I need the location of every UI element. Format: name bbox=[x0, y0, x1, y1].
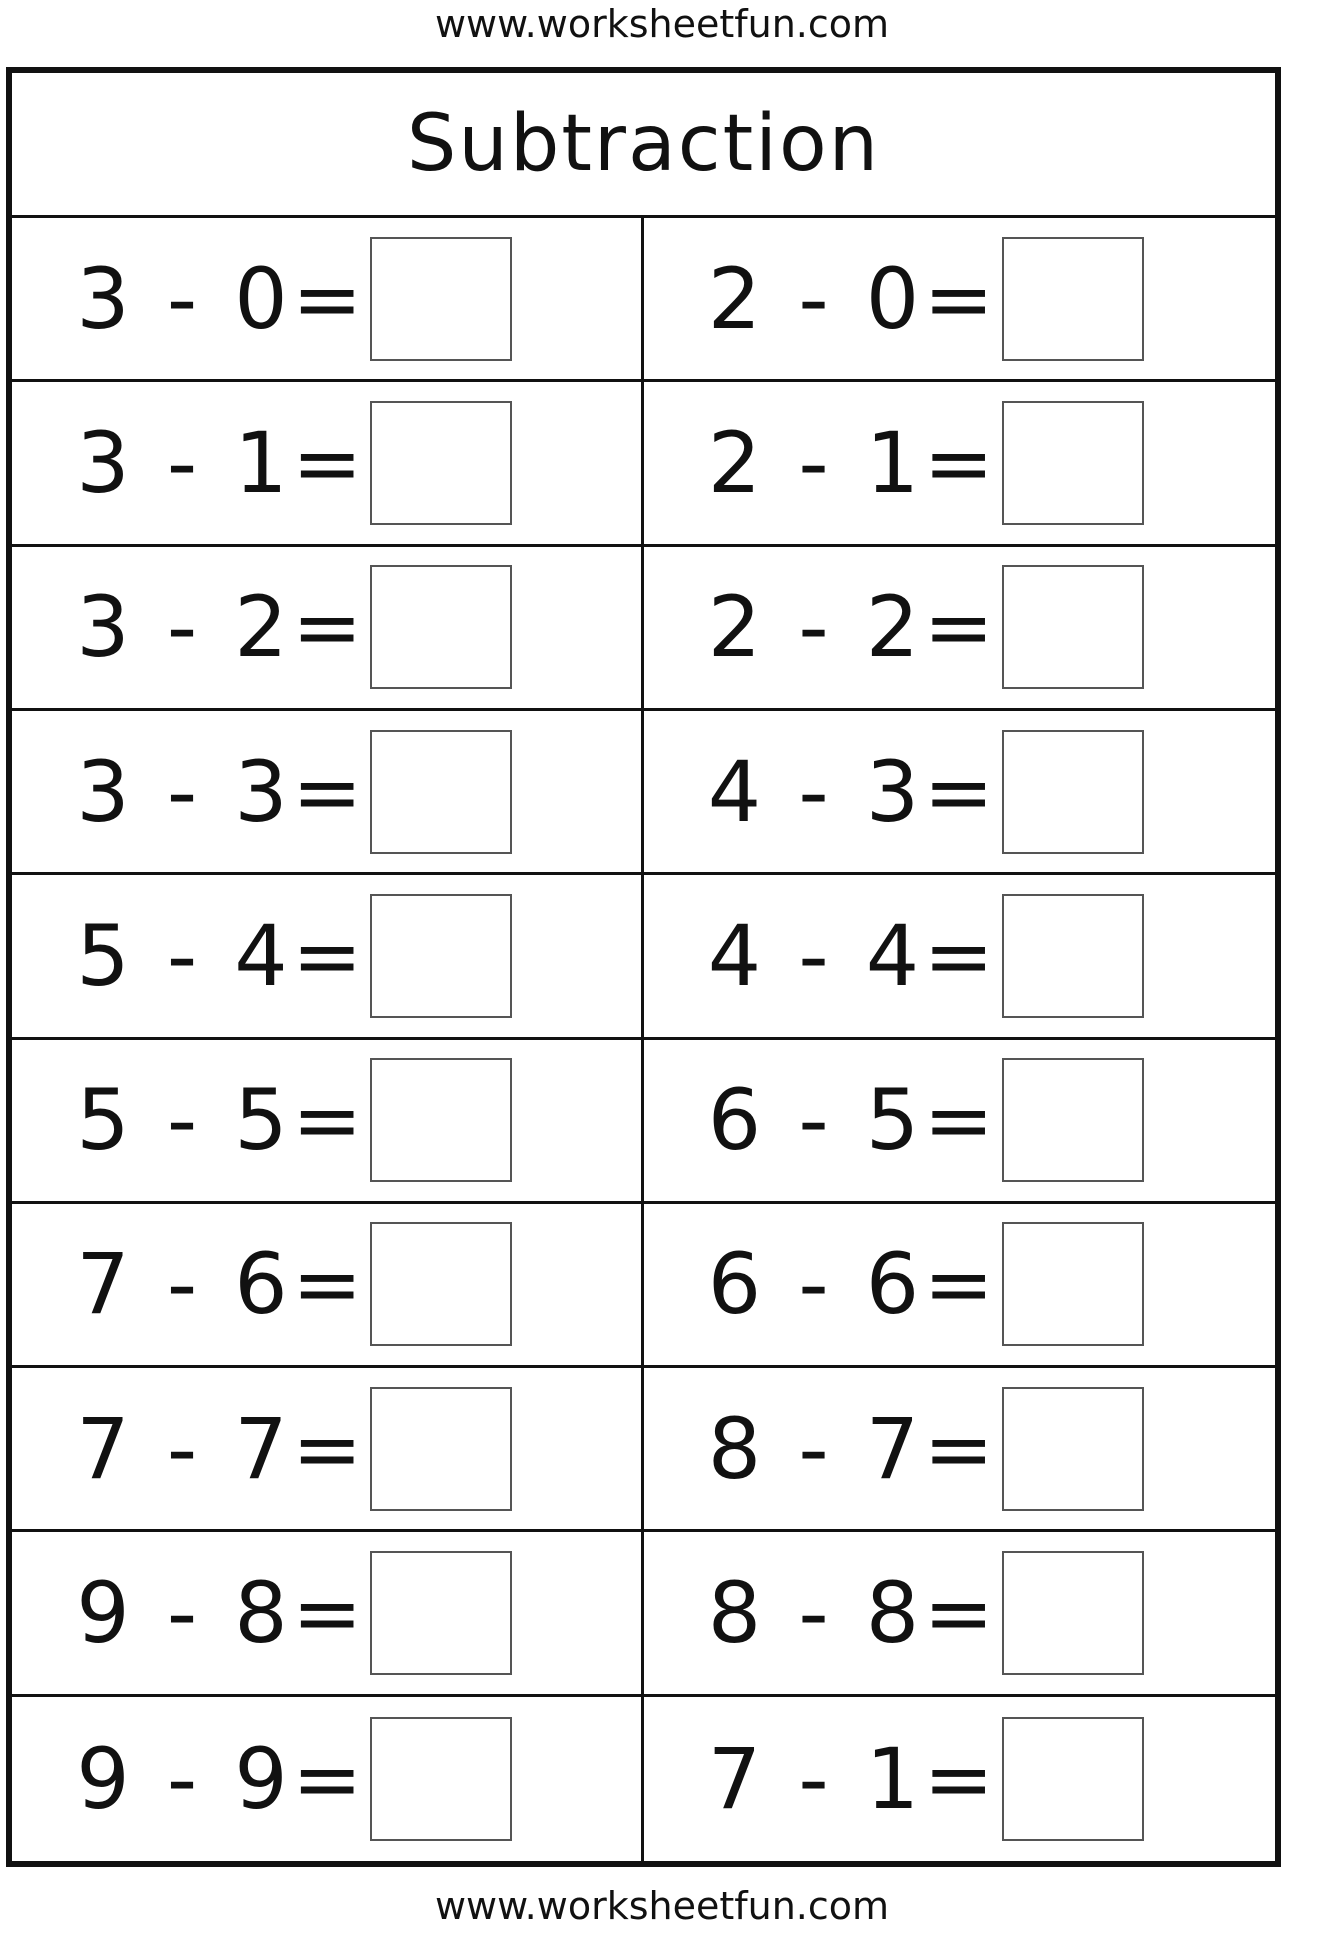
equals-sign: = bbox=[292, 413, 363, 512]
problem-cell bbox=[644, 1040, 1276, 1204]
minuend: 4 bbox=[707, 742, 762, 841]
subtrahend: 3 bbox=[234, 742, 288, 841]
minus-sign: - bbox=[798, 1235, 829, 1334]
answer-box[interactable] bbox=[1002, 1058, 1144, 1182]
minuend: 2 bbox=[707, 249, 762, 348]
problem-cell bbox=[12, 382, 644, 546]
equals-sign: = bbox=[923, 1235, 994, 1334]
equals-sign: = bbox=[923, 578, 994, 677]
subtrahend: 5 bbox=[234, 1071, 288, 1170]
problem-cell bbox=[644, 711, 1276, 875]
answer-box[interactable] bbox=[370, 1058, 512, 1182]
minus-sign: - bbox=[798, 906, 829, 1005]
minuend: 8 bbox=[707, 1399, 762, 1498]
minus-sign: - bbox=[166, 906, 198, 1005]
equals-sign: = bbox=[292, 578, 363, 677]
equals-sign: = bbox=[923, 1071, 994, 1170]
minus-sign: - bbox=[798, 1729, 829, 1828]
minuend: 7 bbox=[707, 1729, 762, 1828]
worksheet-title: Subtraction bbox=[406, 99, 881, 189]
answer-box[interactable] bbox=[1002, 1222, 1144, 1346]
subtrahend: 9 bbox=[234, 1729, 288, 1828]
answer-box[interactable] bbox=[370, 1717, 512, 1841]
answer-box[interactable] bbox=[1002, 565, 1144, 689]
problem-cell bbox=[12, 218, 644, 382]
minuend: 6 bbox=[707, 1235, 762, 1334]
minuend: 5 bbox=[76, 906, 130, 1005]
worksheet bbox=[6, 67, 1281, 1867]
minuend: 7 bbox=[76, 1235, 130, 1334]
minuend: 9 bbox=[76, 1729, 130, 1828]
answer-box[interactable] bbox=[1002, 1387, 1144, 1511]
answer-box[interactable] bbox=[370, 401, 512, 525]
minuend: 8 bbox=[707, 1564, 762, 1663]
minuend: 3 bbox=[76, 413, 130, 512]
equals-sign: = bbox=[292, 906, 363, 1005]
minuend: 2 bbox=[707, 578, 762, 677]
minus-sign: - bbox=[798, 578, 829, 677]
site-url-footer: www.worksheetfun.com bbox=[434, 1884, 890, 1928]
equals-sign: = bbox=[923, 1399, 994, 1498]
answer-box[interactable] bbox=[370, 730, 512, 854]
subtrahend: 0 bbox=[234, 249, 288, 348]
minus-sign: - bbox=[798, 413, 829, 512]
minus-sign: - bbox=[166, 1235, 198, 1334]
minus-sign: - bbox=[166, 1729, 198, 1828]
equals-sign: = bbox=[292, 1564, 363, 1663]
problem-cell bbox=[12, 1368, 644, 1532]
minuend: 5 bbox=[76, 1071, 130, 1170]
subtrahend: 7 bbox=[234, 1399, 288, 1498]
equals-sign: = bbox=[292, 742, 363, 841]
problem-cell bbox=[644, 875, 1276, 1039]
subtrahend: 8 bbox=[234, 1564, 288, 1663]
minus-sign: - bbox=[166, 742, 198, 841]
problem-cell bbox=[12, 711, 644, 875]
minus-sign: - bbox=[166, 413, 198, 512]
minuend: 3 bbox=[76, 578, 130, 677]
problem-cell bbox=[12, 1040, 644, 1204]
subtrahend: 1 bbox=[865, 413, 920, 512]
answer-box[interactable] bbox=[1002, 894, 1144, 1018]
minuend: 2 bbox=[707, 413, 762, 512]
subtrahend: 6 bbox=[234, 1235, 288, 1334]
equals-sign: = bbox=[923, 249, 994, 348]
problem-cell bbox=[644, 1697, 1276, 1861]
minus-sign: - bbox=[798, 1071, 829, 1170]
problem-cell bbox=[644, 547, 1276, 711]
problem-cell bbox=[644, 382, 1276, 546]
subtrahend: 7 bbox=[865, 1399, 920, 1498]
subtrahend: 4 bbox=[234, 906, 288, 1005]
subtrahend: 5 bbox=[865, 1071, 920, 1170]
equals-sign: = bbox=[292, 1399, 363, 1498]
equals-sign: = bbox=[923, 1564, 994, 1663]
problem-cell bbox=[644, 218, 1276, 382]
answer-box[interactable] bbox=[1002, 730, 1144, 854]
subtrahend: 1 bbox=[234, 413, 288, 512]
subtrahend: 1 bbox=[865, 1729, 920, 1828]
problem-cell bbox=[12, 1204, 644, 1368]
minus-sign: - bbox=[166, 1564, 198, 1663]
equals-sign: = bbox=[292, 1729, 363, 1828]
answer-box[interactable] bbox=[370, 1222, 512, 1346]
problem-cell bbox=[644, 1204, 1276, 1368]
equals-sign: = bbox=[292, 249, 363, 348]
subtrahend: 0 bbox=[865, 249, 920, 348]
answer-box[interactable] bbox=[370, 894, 512, 1018]
minus-sign: - bbox=[166, 1399, 198, 1498]
problem-cell bbox=[12, 875, 644, 1039]
equals-sign: = bbox=[292, 1071, 363, 1170]
answer-box[interactable] bbox=[370, 565, 512, 689]
subtrahend: 4 bbox=[865, 906, 920, 1005]
minuend: 9 bbox=[76, 1564, 130, 1663]
site-url-header: www.worksheetfun.com bbox=[434, 2, 890, 46]
equals-sign: = bbox=[292, 1235, 363, 1334]
subtrahend: 2 bbox=[234, 578, 288, 677]
minus-sign: - bbox=[166, 1071, 198, 1170]
equals-sign: = bbox=[923, 1729, 994, 1828]
minus-sign: - bbox=[798, 1564, 829, 1663]
minus-sign: - bbox=[166, 578, 198, 677]
subtrahend: 3 bbox=[865, 742, 920, 841]
title-row bbox=[12, 73, 1275, 218]
minus-sign: - bbox=[166, 249, 198, 348]
answer-box[interactable] bbox=[370, 1387, 512, 1511]
answer-box[interactable] bbox=[370, 237, 512, 361]
problem-cell bbox=[12, 547, 644, 711]
answer-box[interactable] bbox=[1002, 237, 1144, 361]
answer-box[interactable] bbox=[1002, 1717, 1144, 1841]
equals-sign: = bbox=[923, 906, 994, 1005]
subtrahend: 6 bbox=[865, 1235, 920, 1334]
equals-sign: = bbox=[923, 413, 994, 512]
minuend: 7 bbox=[76, 1399, 130, 1498]
minuend: 6 bbox=[707, 1071, 762, 1170]
answer-box[interactable] bbox=[370, 1551, 512, 1675]
problem-grid bbox=[12, 218, 1275, 1861]
subtrahend: 2 bbox=[865, 578, 920, 677]
problem-cell bbox=[12, 1532, 644, 1696]
answer-box[interactable] bbox=[1002, 1551, 1144, 1675]
equals-sign: = bbox=[923, 742, 994, 841]
minus-sign: - bbox=[798, 1399, 829, 1498]
minus-sign: - bbox=[798, 742, 829, 841]
minuend: 3 bbox=[76, 249, 130, 348]
answer-box[interactable] bbox=[1002, 401, 1144, 525]
minuend: 3 bbox=[76, 742, 130, 841]
minus-sign: - bbox=[798, 249, 829, 348]
problem-cell bbox=[644, 1368, 1276, 1532]
subtrahend: 8 bbox=[865, 1564, 920, 1663]
problem-cell bbox=[644, 1532, 1276, 1696]
problem-cell bbox=[12, 1697, 644, 1861]
minuend: 4 bbox=[707, 906, 762, 1005]
